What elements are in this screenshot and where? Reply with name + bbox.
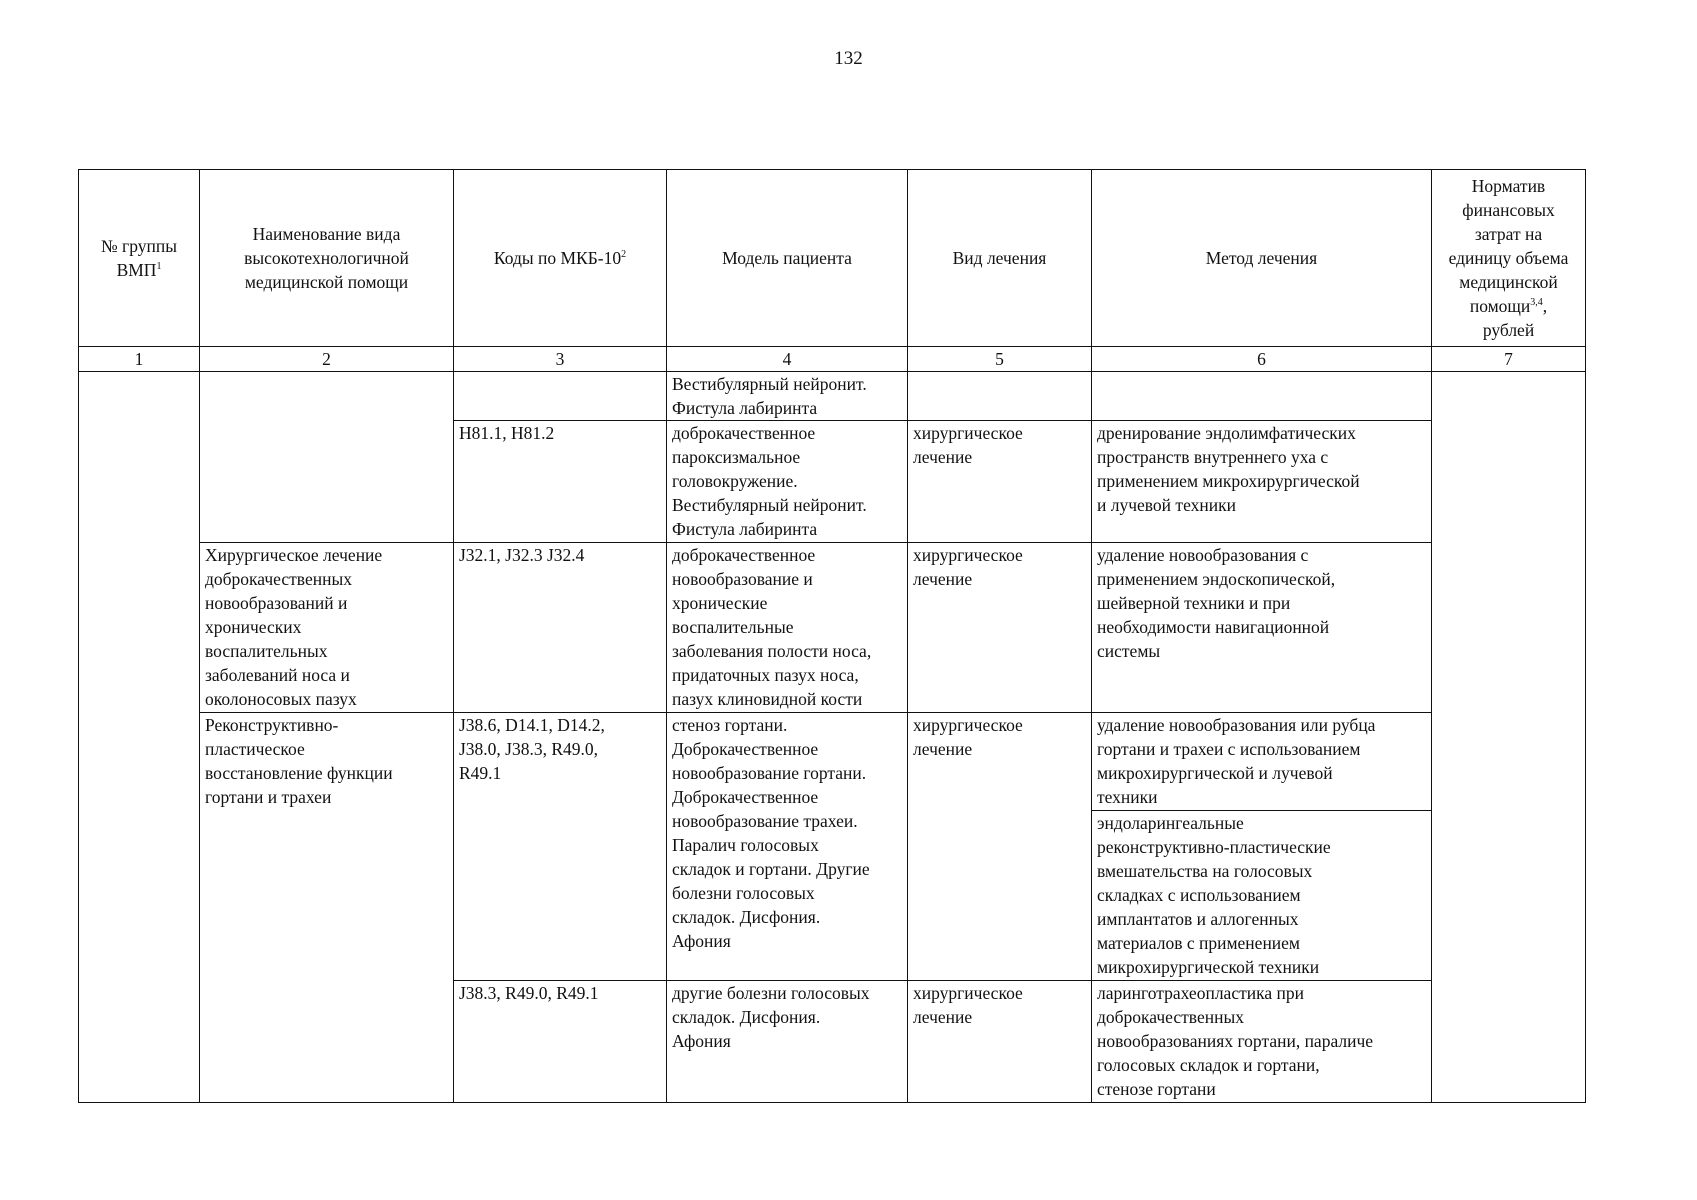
patient-model-cell: Вестибулярный нейронит. Фистула лабиринта xyxy=(667,372,908,421)
treatment-method-cell: эндоларингеальные реконструктивно-пластические вмешательства на голосовых складках с использованием имплантатов и аллогенных материалов с применением микрохирургической техники xyxy=(1092,811,1432,981)
table-row xyxy=(79,543,1586,713)
icd-codes-cell xyxy=(454,372,667,421)
vmp-table xyxy=(78,169,1586,1103)
icd-codes-cell: H81.1, H81.2 xyxy=(454,421,667,543)
header-cost-standard: Норматив финансовых затрат на единицу объема медицинской помощи$^{3,4}$, рублей xyxy=(1432,170,1586,347)
table-row xyxy=(79,372,1586,421)
icd-codes-cell: J38.3, R49.0, R49.1 xyxy=(454,981,667,1103)
table-row xyxy=(79,713,1586,811)
treatment-type-cell: хирургическое лечение xyxy=(908,981,1092,1103)
treatment-method-cell xyxy=(1092,372,1432,421)
treatment-type-cell xyxy=(908,372,1092,421)
header-treatment-method: Метод лечения xyxy=(1092,170,1432,347)
icd-codes-cell: J38.6, D14.1, D14.2, J38.0, J38.3, R49.0, R49.1 xyxy=(454,713,667,981)
treatment-type-cell: хирургическое лечение xyxy=(908,421,1092,543)
column-number: 7 xyxy=(1432,347,1586,372)
patient-model-cell: доброкачественное пароксизмальное головокружение. Вестибулярный нейронит. Фистула лабиринта xyxy=(667,421,908,543)
cost-standard-cell xyxy=(1432,372,1586,1103)
header-treatment-type: Вид лечения xyxy=(908,170,1092,347)
column-number: 5 xyxy=(908,347,1092,372)
header-row xyxy=(79,170,1586,347)
treatment-method-cell: удаление новообразования или рубца гортани и трахеи с использованием микрохирургической и лучевой техники xyxy=(1092,713,1432,811)
header-icd-codes: Коды по МКБ-$10^2$ xyxy=(454,170,667,347)
vmp-name-cell: Хирургическое лечение доброкачественных новообразований и хронических воспалительных заболеваний носа и околоносовых пазух xyxy=(200,543,454,713)
page-number: 132 xyxy=(834,48,863,69)
patient-model-cell: стеноз гортани. Доброкачественное новообразование гортани. Доброкачественное новообразование трахеи. Паралич голосовых складок и гортани. Другие болезни голосовых складок. Дисфония. Афония xyxy=(667,713,908,981)
header-patient-model: Модель пациента xyxy=(667,170,908,347)
column-number-row xyxy=(79,347,1586,372)
column-number: 2 xyxy=(200,347,454,372)
header-vmp-name: Наименование вида высокотехнологичной медицинской помощи xyxy=(200,170,454,347)
group-number-cell xyxy=(79,372,200,1103)
treatment-method-cell: удаление новообразования с применением эндоскопической, шейверной техники и при необходимости навигационной системы xyxy=(1092,543,1432,713)
patient-model-cell: другие болезни голосовых складок. Дисфония. Афония xyxy=(667,981,908,1103)
column-number: 6 xyxy=(1092,347,1432,372)
treatment-type-cell: хирургическое лечение xyxy=(908,543,1092,713)
header-group-number: № группы ВМП$^1$ xyxy=(79,170,200,347)
vmp-name-cell xyxy=(200,372,454,543)
vmp-name-cell: Реконструктивно- пластическое восстановление функции гортани и трахеи xyxy=(200,713,454,1103)
column-number: 1 xyxy=(79,347,200,372)
treatment-method-cell: ларинготрахеопластика при доброкачественных новообразованиях гортани, параличе голосовых складок и гортани, стенозе гортани xyxy=(1092,981,1432,1103)
treatment-method-cell: дренирование эндолимфатических пространств внутреннего уха с применением микрохирургической и лучевой техники xyxy=(1092,421,1432,543)
icd-codes-cell: J32.1, J32.3 J32.4 xyxy=(454,543,667,713)
patient-model-cell: доброкачественное новообразование и хронические воспалительные заболевания полости носа, придаточных пазух носа, пазух клиновидной кости xyxy=(667,543,908,713)
treatment-type-cell: хирургическое лечение xyxy=(908,713,1092,981)
column-number: 4 xyxy=(667,347,908,372)
column-number: 3 xyxy=(454,347,667,372)
